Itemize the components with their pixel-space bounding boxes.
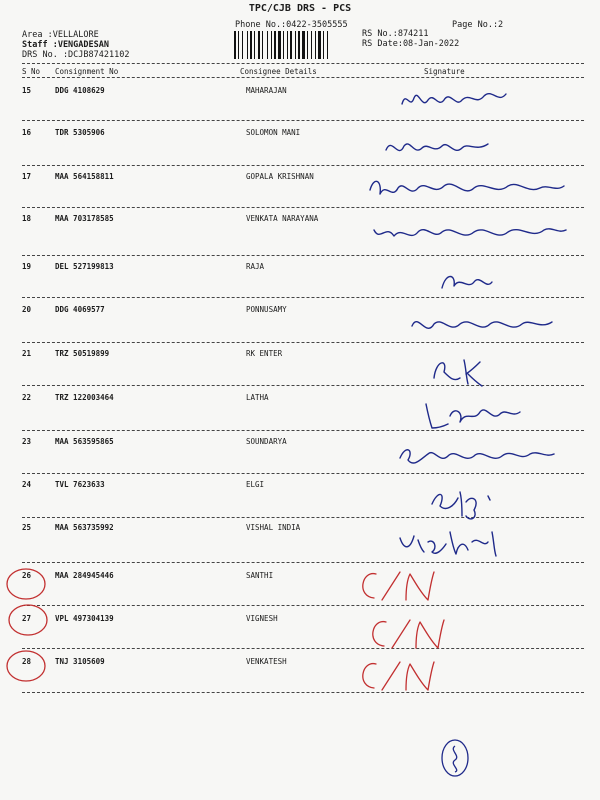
row-consignment-number: DDG 4108629 [55,86,105,95]
handwritten-signature [430,356,600,392]
drs-number: DRS No. :DCJB87421102 [22,50,130,60]
row-sno: 16 [22,128,32,137]
row-sno: 21 [22,349,32,358]
row-consignee-name: VISHAL INDIA [246,523,301,532]
page-stamp-icon [440,738,470,778]
handwritten-remark [352,566,442,606]
column-header-consignment: Consignment No [55,67,119,76]
row-consignment-number: MAA 564158811 [55,172,114,181]
row-consignee-name: LATHA [246,393,269,402]
circled-serial-mark [4,566,48,602]
row-consignment-number: TRZ 50519899 [55,349,110,358]
row-consignment-number: MAA 703178585 [55,214,114,223]
row-sno: 22 [22,393,32,402]
circled-serial-mark [4,648,48,684]
row-divider [22,648,584,649]
row-consignment-number: TNJ 3105609 [55,657,105,666]
row-divider [22,605,584,606]
row-consignee-name: MAHARAJAN [246,86,287,95]
row-consignment-number: DDG 4069577 [55,305,105,314]
handwritten-signature [372,220,572,256]
circled-serial-mark [6,602,50,638]
rs-number: RS No.:874211 [362,29,429,39]
row-consignment-number: DEL 527199813 [55,262,114,271]
handwritten-remark [362,614,452,654]
barcode-icon [232,31,352,59]
row-consignee-name: PONNUSAMY [246,305,287,314]
row-consignment-number: VPL 497304139 [55,614,114,623]
area-field: Area :VELLALORE [22,30,99,40]
row-consignment-number: MAA 563735992 [55,523,114,532]
row-consignment-number: TVL 7623633 [55,480,105,489]
row-sno: 26 [22,571,32,580]
row-sno: 20 [22,305,32,314]
handwritten-signature [424,400,600,436]
handwritten-signature [428,486,600,522]
row-consignee-name: RK ENTER [246,349,283,358]
row-consignee-name: VENKATESH [246,657,287,666]
row-consignee-name: VENKATA NARAYANA [246,214,319,223]
row-sno: 15 [22,86,32,95]
handwritten-signature [410,312,600,348]
staff-field: Staff :VENGADESAN [22,40,109,50]
rs-date: RS Date:08-Jan-2022 [362,39,460,49]
row-divider [22,692,584,693]
handwritten-signature [398,528,598,564]
column-header-divider [22,77,584,78]
row-sno: 27 [22,614,32,623]
row-consignee-name: SANTHI [246,571,274,580]
row-sno: 28 [22,657,32,666]
row-consignment-number: MAA 284945446 [55,571,114,580]
row-sno: 23 [22,437,32,446]
row-consignee-name: SOUNDARYA [246,437,287,446]
row-consignee-name: ELGI [246,480,265,489]
row-consignee-name: GOPALA KRISHNAN [246,172,314,181]
row-sno: 18 [22,214,32,223]
handwritten-signature [384,134,584,170]
row-sno: 24 [22,480,32,489]
column-header-signature: Signature [424,67,465,76]
column-header-sno: S No [22,67,41,76]
handwritten-remark [352,656,442,696]
handwritten-signature [396,442,596,478]
handwritten-signature [438,268,600,304]
handwritten-signature [368,176,568,212]
handwritten-signature [400,86,600,122]
phone-number: Phone No.:0422-3505555 [235,20,348,30]
row-consignee-name: RAJA [246,262,265,271]
row-sno: 17 [22,172,32,181]
page-number: Page No.:2 [452,20,504,30]
row-sno: 19 [22,262,32,271]
header-divider [22,63,584,64]
row-consignment-number: MAA 563595865 [55,437,114,446]
sheet-title: TPC/CJB DRS - PCS [248,3,352,14]
column-header-consignee: Consignee Details [240,67,317,76]
row-sno: 25 [22,523,32,532]
row-consignee-name: VIGNESH [246,614,278,623]
row-consignment-number: TRZ 122003464 [55,393,114,402]
row-consignment-number: TDR 5305906 [55,128,105,137]
row-consignee-name: SOLOMON MANI [246,128,301,137]
